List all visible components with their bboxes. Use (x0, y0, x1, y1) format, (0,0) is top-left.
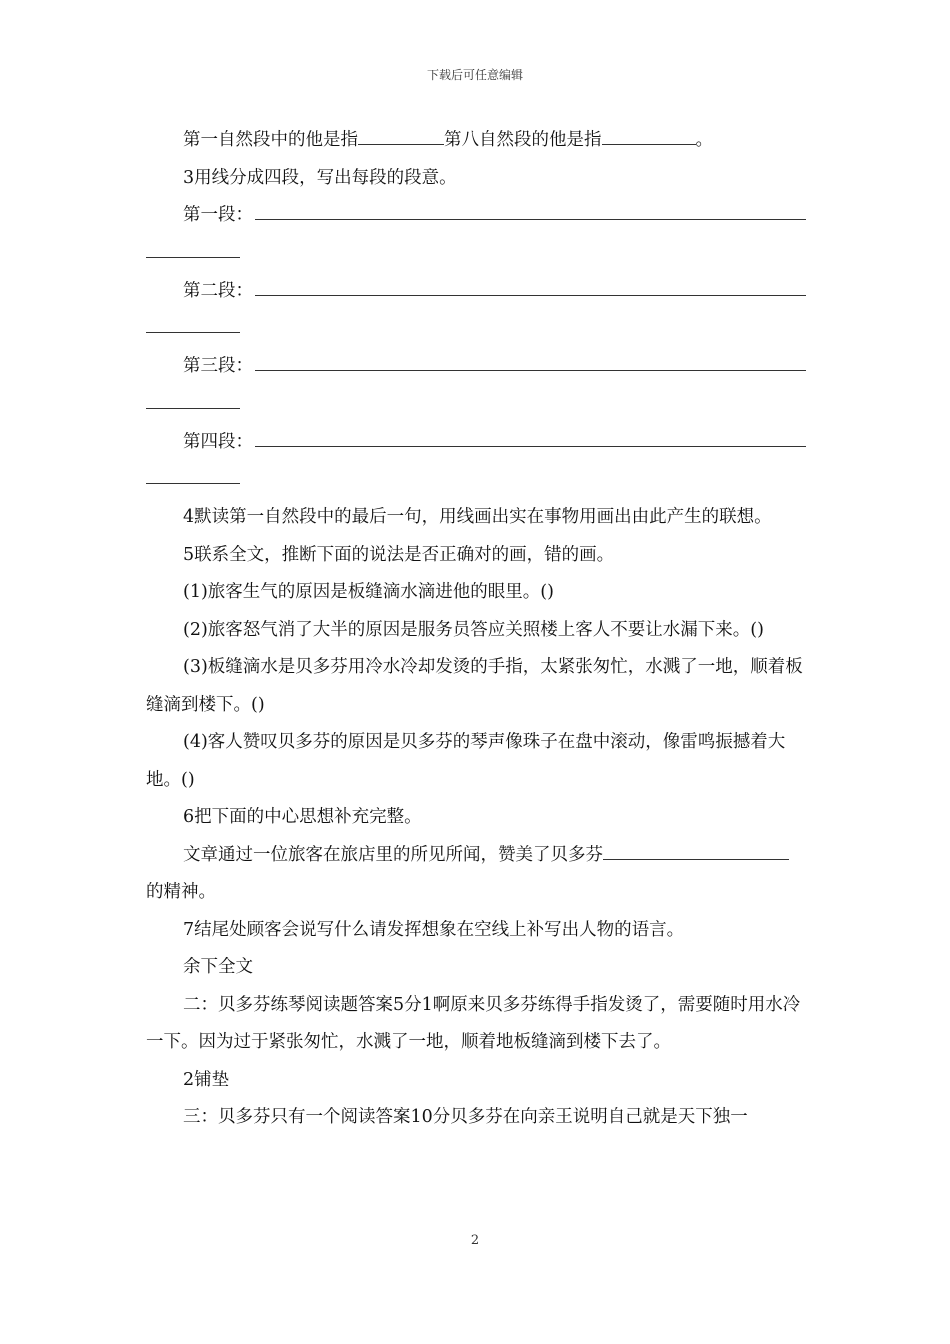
question-7: 7结尾处顾客会说写什么请发挥想象在空线上补写出人物的语言。 (183, 919, 685, 940)
answer-blank-2[interactable] (602, 126, 696, 145)
q2-part-c: 。 (695, 130, 713, 150)
question-6-blank[interactable] (603, 840, 763, 859)
segment-1-blank-tail[interactable] (146, 235, 240, 258)
question-3: 3用线分成四段，写出每段的段意。 (183, 167, 457, 188)
question-6: 6把下面的中心思想补充完整。 (183, 807, 422, 827)
question-5-item-1: (1)旅客生气的原因是板缝滴水滴进他的眼里。() (183, 582, 554, 602)
question-5: 5联系全文，推断下面的说法是否正确对的画，错的画。 (183, 544, 615, 565)
question-5-item-3: (3)板缝滴水是贝多芬用冷水冷却发烫的手指，太紧张匆忙，水溅了一地，顺着板缝滴到楼下。() (146, 657, 803, 715)
segment-2-row (146, 273, 806, 311)
segment-4-blank-tail[interactable] (146, 461, 240, 484)
question-6-tail: 的精神。 (146, 882, 216, 902)
segment-4-blank[interactable] (255, 427, 806, 446)
question-6-blank-wrap[interactable] (763, 840, 789, 859)
question-6-lead: 文章通过一位旅客在旅店里的所见所闻，赞美了贝多芬 (183, 844, 603, 865)
rest-of-text: 余下全文 (183, 957, 253, 977)
page-header: 下载后可任意编辑 (426, 68, 523, 82)
question-6-text (146, 837, 806, 912)
segment-4-label: 第四段： (183, 431, 253, 452)
segment-1-blank[interactable] (255, 201, 806, 220)
question-4: 4默读第一自然段中的最后一句，用线画出实在事物用画出由此产生的联想。 (183, 507, 772, 527)
segment-1-label: 第一段： (183, 205, 253, 225)
q2-line (146, 122, 806, 160)
question-5-item-4: (4)客人赞叹贝多芬的原因是贝多芬的琴声像珠子在盘中滚动，像雷鸣振撼着大地。() (146, 732, 786, 790)
segment-3-label: 第三段： (183, 356, 253, 376)
segment-1-row (146, 197, 806, 235)
answer-3: 三：贝多芬只有一个阅读答案10分贝多芬在向亲王说明自己就是天下独一 (183, 1107, 748, 1127)
answer-2-item-2: 2铺垫 (183, 1069, 230, 1090)
segment-3-blank-tail[interactable] (146, 386, 240, 409)
question-5-item-2: (2)旅客怒气消了大半的原因是服务员答应关照楼上客人不要让水漏下来。() (183, 619, 764, 640)
q2-part-a: 第一自然段中的他是指 (183, 130, 358, 150)
answer-blank-1[interactable] (358, 126, 444, 145)
segment-2-blank-tail[interactable] (146, 310, 240, 333)
page-number: 2 (470, 1233, 480, 1248)
segment-2-label: 第二段： (183, 280, 253, 301)
segment-3-blank[interactable] (255, 352, 806, 371)
answer-2: 二：贝多芬练琴阅读题答案5分1啊原来贝多芬练得手指发烫了，需要随时用水冷一下。因为过于紧张匆忙，水溅了一地，顺着地板缝滴到楼下去了。 (146, 994, 801, 1052)
document-body (146, 122, 806, 1137)
segment-3-row (146, 348, 806, 386)
segment-2-blank[interactable] (255, 276, 806, 295)
q2-part-b: 第八自然段的他是指 (444, 130, 602, 150)
segment-4-row (146, 424, 806, 462)
